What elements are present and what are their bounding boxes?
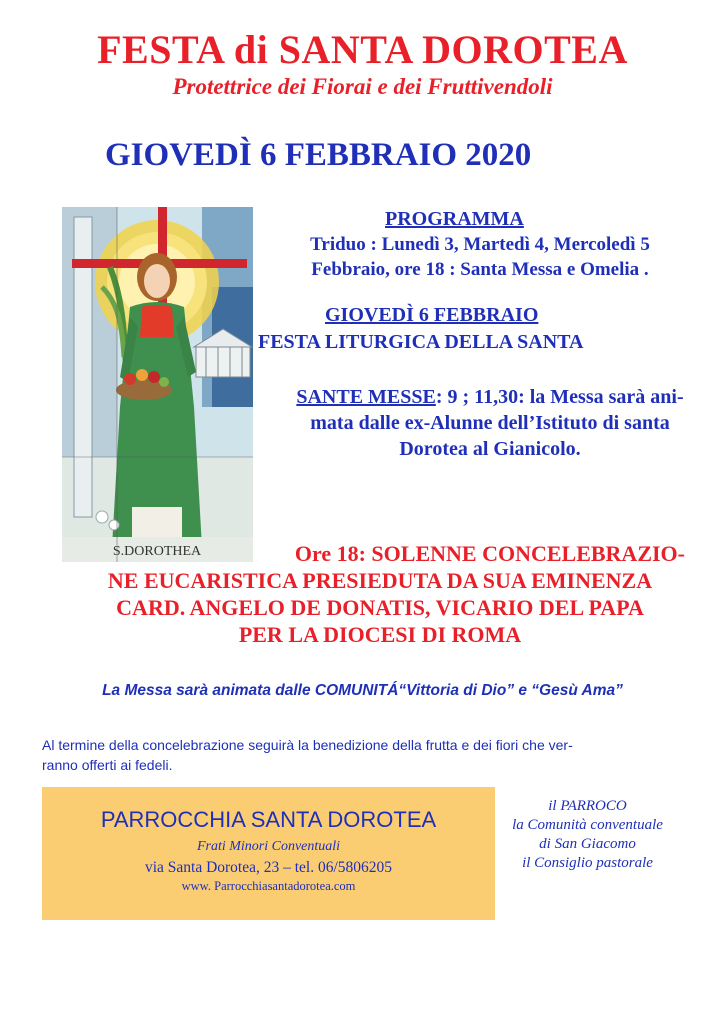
evening-line-4: PER LA DIOCESI DI ROMA xyxy=(238,622,522,647)
parish-info-box xyxy=(42,787,495,920)
masses-line-1 xyxy=(290,384,690,410)
signature-block xyxy=(495,797,680,873)
parish-address: via Santa Dorotea, 23 – tel. 06/5806205 xyxy=(144,859,393,876)
evening-line-2: NE EUCARISTICA PRESIEDUTA DA SUA EMINENZA xyxy=(107,568,653,593)
masses-block xyxy=(290,384,690,462)
programma-text xyxy=(265,232,695,282)
programma-line-1: Triduo : Lunedì 3, Martedì 4, Mercoledì 5 xyxy=(310,234,650,255)
note-line-2: ranno offerti ai fedeli. xyxy=(42,757,173,773)
animated-by-text: La Messa sarà animata dalle COMUNITÁ“Vittoria di Dio” e “Gesù Ama” xyxy=(102,682,623,699)
parish-name: PARROCCHIA SANTA DOROTEA xyxy=(100,807,437,832)
parish-website[interactable]: www. Parrocchiasantadorotea.com xyxy=(181,879,356,893)
parish-order: Frati Minori Conventuali xyxy=(196,839,341,854)
masses-line-1-text: : 9 ; 11,30: la Messa sarà ani- xyxy=(435,386,684,408)
masses-line-2: mata dalle ex-Alunne dell’Istituto di santa xyxy=(310,412,670,434)
evening-line-1: Ore 18: SOLENNE CONCELEBRAZIO- xyxy=(294,541,685,566)
signature-line-2: la Comunità conventuale xyxy=(512,817,663,833)
programma-heading: PROGRAMMA xyxy=(385,208,524,230)
page-title: FESTA di SANTA DOROTEA xyxy=(97,27,628,72)
feast-day-text: FESTA LITURGICA DELLA SANTA xyxy=(258,331,584,353)
image-caption: S.DOROTHEA xyxy=(112,544,202,559)
event-date: GIOVEDÌ 6 FEBBRAIO 2020 xyxy=(105,137,532,173)
masses-line-3: Dorotea al Gianicolo. xyxy=(399,438,581,460)
blessing-note xyxy=(42,735,692,775)
masses-label: SANTE MESSE xyxy=(296,386,436,408)
programma-line-2: Febbraio, ore 18 : Santa Messa e Omelia . xyxy=(311,259,649,280)
feast-day-heading: GIOVEDÌ 6 FEBBRAIO xyxy=(325,304,539,326)
saint-dorothea-image xyxy=(62,207,253,562)
page-subtitle: Protettrice dei Fiorai e dei Fruttivendoli xyxy=(172,74,553,99)
signature-line-3: di San Giacomo xyxy=(539,836,636,852)
signature-line-1: il PARROCO xyxy=(548,798,627,814)
evening-celebration xyxy=(60,540,700,648)
signature-line-4: il Consiglio pastorale xyxy=(522,855,653,871)
evening-line-3: CARD. ANGELO DE DONATIS, VICARIO DEL PAPA xyxy=(116,595,644,620)
note-line-1: Al termine della concelebrazione seguirà la benedizione della frutta e dei fiori che ver- xyxy=(42,737,573,753)
